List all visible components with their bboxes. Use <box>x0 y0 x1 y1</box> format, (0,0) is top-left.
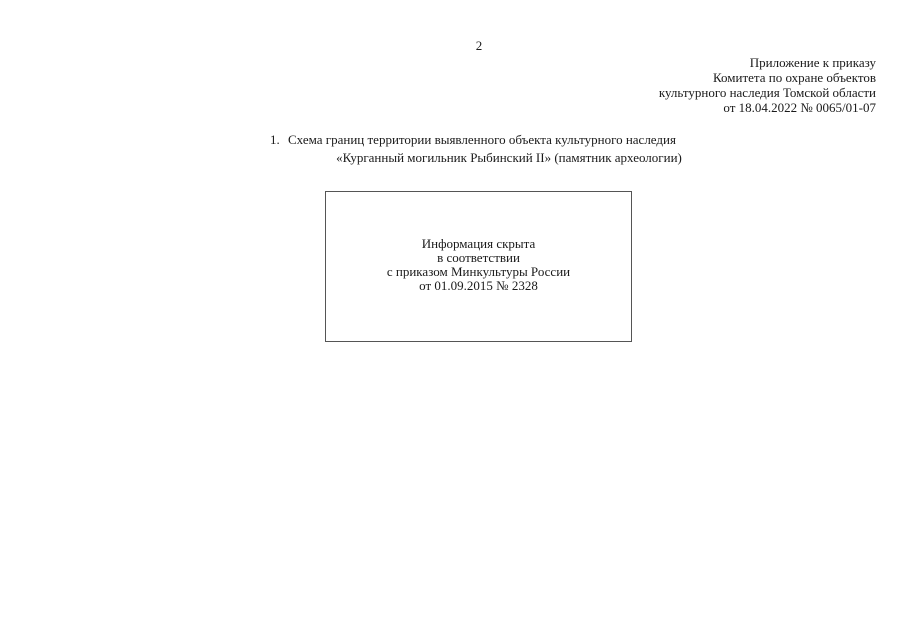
notice-line: от 01.09.2015 № 2328 <box>419 278 538 293</box>
scheme-title-text: Схема границ территории выявленного объекта культурного наследия <box>288 132 676 147</box>
scheme-title-line-1 <box>270 131 730 149</box>
appendix-header <box>659 55 876 115</box>
scheme-number: 1. <box>270 132 280 147</box>
notice-line: Информация скрыта <box>421 236 536 251</box>
hidden-information-box <box>325 191 632 342</box>
scheme-title-line-2: «Курганный могильник Рыбинский II» (памятник археологии) <box>336 150 682 165</box>
notice-line: с приказом Минкультуры России <box>386 264 571 279</box>
notice-line: в соответствии <box>437 250 520 265</box>
appendix-line: Комитета по охране объектов <box>713 70 876 85</box>
scheme-title <box>270 131 730 167</box>
page-number: 2 <box>475 38 483 53</box>
hidden-information-notice <box>326 237 631 293</box>
appendix-line: культурного наследия Томской области <box>658 85 876 100</box>
appendix-order-date: от 18.04.2022 № 0065/01-07 <box>723 100 876 115</box>
appendix-line: Приложение к приказу <box>749 55 876 70</box>
